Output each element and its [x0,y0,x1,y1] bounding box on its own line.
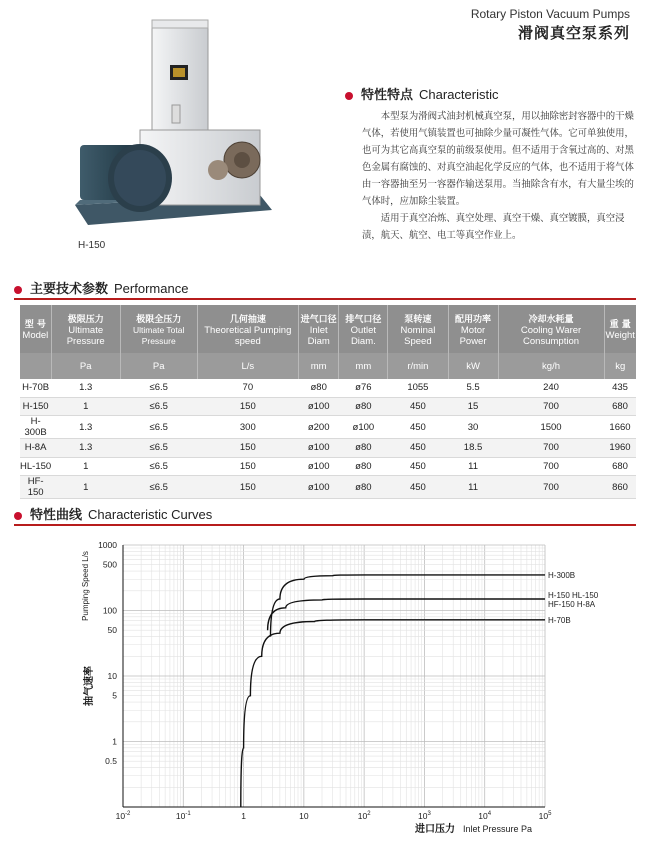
series-label: H-150 HL-150 [548,590,599,600]
column-unit: L/s [197,353,298,379]
table-row [20,439,636,458]
column-header-en: Ultimate Total Pressure [133,324,185,346]
table-cell: ø100 [339,416,388,439]
column-header-cn: 极限全压力 [136,314,182,325]
table-cell: 150 [197,439,298,458]
column-header [498,305,604,353]
table-row [20,476,636,499]
table-cell: 150 [197,476,298,499]
y-tick-label: 500 [102,559,117,570]
column-unit: kg [604,353,636,379]
table-cell: ≤6.5 [120,397,197,416]
series-curve [271,575,546,637]
column-unit: Pa [51,353,120,379]
y-tick-label: 10 [107,671,117,681]
characteristic-paragraph: 适用于真空冶炼、真空处理、真空干燥、真空镀膜，真空浸渍，航天、航空、电工等真空作业上。 [362,213,625,241]
x-tick-label: 10 [299,811,309,821]
y-tick-label: 100 [102,605,117,616]
table-cell: ø100 [298,457,339,476]
table-cell: ø80 [298,379,339,397]
section-bullet-icon [14,286,22,294]
table-cell: 11 [448,476,498,499]
table-cell: 1055 [388,379,448,397]
table-row [20,416,636,439]
x-tick-label: $10^{-1}$ [175,811,191,821]
table-cell: 1 [51,397,120,416]
table-cell: ø80 [339,457,388,476]
table-cell: 70 [197,379,298,397]
column-unit [20,353,51,379]
characteristic-paragraph: 本型泵为滑阀式油封机械真空泵，用以抽除密封容器中的干燥气体，若使用气镇装置也可抽除少量可凝性气体。它可单独使用，也可为其它高真空泵的前级泵使用。但不适用于含氧过高的、对黑色金属有腐蚀的、对真空油起化学反应的气体，也不适用于将气体由一容器抽至另一容器作输送泵用。当抽除含有水，有大量尘埃的气体时，应加除尘装置。 [362,111,634,207]
column-unit: mm [339,353,388,379]
characteristic-title-en: Characteristic [419,87,499,102]
table-cell: 435 [604,379,636,397]
characteristic-curves-chart [0,528,650,861]
table-cell: 1500 [498,416,604,439]
column-header [448,305,498,353]
column-header [298,305,339,353]
column-header-cn: 配用功率 [455,314,492,325]
column-header-en: Nominal Speed [400,324,436,347]
curves-heading [14,504,212,523]
column-header [388,305,448,353]
table-cell: 450 [388,476,448,499]
column-unit: mm [298,353,339,379]
section-bullet-icon [345,92,353,100]
table-cell: 300 [197,416,298,439]
table-header-row [20,305,636,353]
column-header [20,305,51,353]
table-cell: ≤6.5 [120,439,197,458]
y-axis-title-en: Pumping Speed L/s [81,551,90,621]
x-axis-title-cn: 进口压力 [415,824,455,835]
performance-title-en: Performance [114,281,189,296]
column-header-cn: 泵转速 [404,314,432,325]
pump-photo [60,10,290,235]
table-cell: ø200 [298,416,339,439]
table-cell: 30 [448,416,498,439]
column-header-cn: 重 量 [609,320,631,330]
column-header-cn: 排气口径 [345,314,382,325]
table-cell: 450 [388,397,448,416]
table-cell: 1.3 [51,416,120,439]
performance-title-cn: 主要技术参数 [30,282,109,297]
column-header-en: Outlet Diam. [350,324,377,347]
y-tick-label: 1 [112,736,117,747]
table-cell: 700 [498,397,604,416]
table-cell: ø100 [298,397,339,416]
x-tick-label: $10^5$ [538,811,552,821]
table-cell: 450 [388,416,448,439]
curves-title-cn: 特性曲线 [30,508,83,523]
series-label: H-70B [548,615,571,625]
table-cell: 18.5 [448,439,498,458]
table-cell: 450 [388,439,448,458]
column-header-cn: 型 号 [24,320,46,330]
table-cell: ø76 [339,379,388,397]
header-title-cn: 滑阀真空泵系列 [517,24,630,42]
table-cell: 680 [604,397,636,416]
column-header-cn: 几何抽速 [229,314,266,325]
column-header [120,305,197,353]
table-cell: H-70B [20,379,51,397]
x-tick-label: $10^{-2}$ [115,811,131,821]
table-cell: ≤6.5 [120,379,197,397]
table-unit-row [20,353,636,379]
characteristic-heading [345,84,498,103]
x-tick-label: 1 [241,811,246,821]
table-cell: 860 [604,476,636,499]
table-row [20,397,636,416]
column-header-cn: 冷却水耗量 [528,314,574,325]
table-cell: 700 [498,457,604,476]
table-cell: 5.5 [448,379,498,397]
column-header-en: Ultimate Pressure [66,324,105,347]
section-divider [14,298,636,300]
y-tick-label: 5 [112,690,117,701]
table-row [20,379,636,397]
table-cell: HL-150 [20,457,51,476]
table-cell: ø100 [298,439,339,458]
table-cell: 150 [197,457,298,476]
series-label: HF-150 H-8A [548,599,596,609]
column-unit: r/min [388,353,448,379]
curves-title-en: Characteristic Curves [88,507,213,522]
table-cell: 1660 [604,416,636,439]
column-header [604,305,636,353]
column-unit: kW [448,353,498,379]
series-label: H-300B [548,570,576,580]
column-header [197,305,298,353]
y-tick-label: 0.5 [105,756,117,767]
table-body [20,379,636,499]
x-axis-title-en: Inlet Pressure Pa [463,824,533,834]
y-tick-label: 50 [107,625,117,636]
column-header-en: Motor Power [459,324,487,347]
table-row [20,457,636,476]
table-cell: 700 [498,439,604,458]
table-cell: 11 [448,457,498,476]
table-cell: ø80 [339,476,388,499]
photo-caption: H-150 [78,240,106,251]
table-cell: 680 [604,457,636,476]
table-cell: ø80 [339,439,388,458]
column-header-en: Model [22,330,49,341]
column-header-en: Inlet Diam [307,324,330,347]
characteristic-title-cn: 特性特点 [361,88,414,103]
characteristic-body [362,108,634,244]
column-unit: kg/h [498,353,604,379]
column-header-en: Cooling Warer Consumption [520,324,582,347]
column-header [339,305,388,353]
table-cell: 1 [51,476,120,499]
x-tick-label: $10^3$ [418,811,431,821]
table-cell: 1 [51,457,120,476]
performance-heading [14,278,188,297]
performance-table [20,305,636,499]
table-cell: H-300B [20,416,51,439]
table-cell: 1960 [604,439,636,458]
table-cell: 150 [197,397,298,416]
y-axis-title-cn: 抽气速率 [84,666,95,706]
column-header-cn: 进气口径 [300,314,337,325]
x-tick-label: $10^2$ [357,811,371,821]
section-bullet-icon [14,512,22,520]
table-cell: ≤6.5 [120,476,197,499]
x-tick-label: $10^4$ [478,811,492,821]
column-header-en: Theoretical Pumping speed [204,324,292,347]
table-cell: 700 [498,476,604,499]
header-title-en: Rotary Piston Vacuum Pumps [470,7,630,21]
table-cell: ø80 [339,397,388,416]
table-cell: ø100 [298,476,339,499]
table-cell: 15 [448,397,498,416]
table-cell: 450 [388,457,448,476]
table-cell: 1.3 [51,439,120,458]
table-cell: H-150 [20,397,51,416]
column-unit: Pa [120,353,197,379]
table-cell: 1.3 [51,379,120,397]
y-tick-label: 1000 [98,540,117,550]
table-cell: 240 [498,379,604,397]
section-divider [14,524,636,526]
column-header-en: Weight [605,330,635,341]
table-cell: ≤6.5 [120,457,197,476]
table-cell: H-8A [20,439,51,458]
table-cell: HF-150 [20,476,51,499]
column-header [51,305,120,353]
table-cell: ≤6.5 [120,416,197,439]
column-header-cn: 极限压力 [67,314,104,325]
